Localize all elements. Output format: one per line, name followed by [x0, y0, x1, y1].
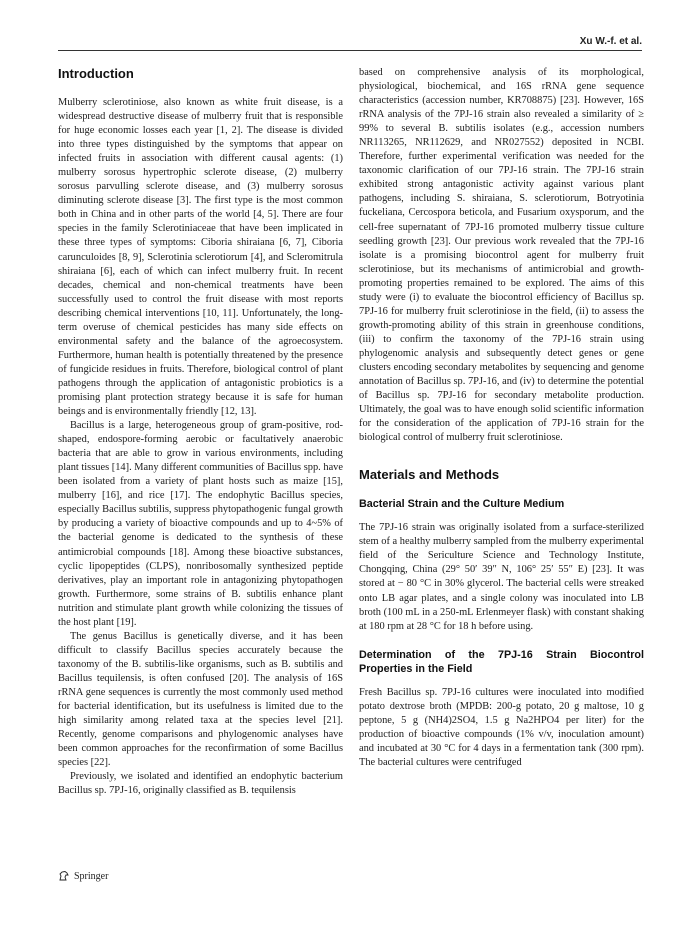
springer-horse-icon: [58, 870, 70, 882]
left-column: [58, 66, 343, 798]
strain-paragraph: The 7PJ-16 strain was originally isolated from a surface-sterilized stem of a healthy mulberry sampled from the mulberry experimental field of the Sericulture Science and Technology Institute, Chongqing, China (29° 50′ 39″ N, 106° 25′ 55″ E) [23]. It was stored at − 80 °C in 30% glycerol. The bacterial cells were streaked onto LB agar plates, and a single colony was inoculated into LB broth (100 mL in a 250-mL Erlenmeyer flask) with constant shaking at 180 rpm at 28 °C for 18 h before using.: [359, 522, 644, 632]
header-rule: [58, 50, 642, 51]
intro-paragraph-4-part-2: based on comprehensive analysis of its morphological, physiological, biochemical, and 16S rRNA gene sequence characteristics (accession number, KR708875) [23]. However, 16S rRNA analysis of the 7PJ-16 strain also revealed a similarity of ≥ 99% to several B. subtilis isolates (e.g., accession numbers NR113265, NR112629, and NR027552) deposited in NCBI. Therefore, further experimental verification was needed for the taxonomic clarification of our 7PJ-16 strain. The 7PJ-16 strain exhibited strong antagonistic activity against various plant pathogens, including S. shiraiana, S. sclerotiorum, Botryotinia fuckeliana, Cercospora beticola, and Fusarium oxysporum, and the cell-free supernatant of 7PJ-16 promoted mulberry tissue culture seedling growth [23]. Our previous work revealed that the 7PJ-16 isolate is a promising biocontrol agent for mulberry fruit sclerotiniose, but its mechanisms of antimicrobial and growth-promoting properties remained to be explored. The aims of this study were (i) to evaluate the biocontrol efficiency of Bacillus sp. 7PJ-16 for mulberry fruit sclerotiniose in the field, (ii) to assess the growth-promoting ability of this strain in greenhouse conditions, (iii) to confirm the taxonomy of the 7PJ-16 strain using phylogenomic analysis and subsequently detect genes or gene clusters encoding secondary metabolites by sequencing and genome annotation of Bacillus sp. 7PJ-16, and (iv) to determine the potential of Bacillus sp. 7PJ-16 for secondary metabolite production. Ultimately, the goal was to have enough solid scientific information for the consideration of the application of 7PJ-16 strain for the biological control of mulberry fruit sclerotiniose.: [359, 67, 644, 444]
strain-subheading: Bacterial Strain and the Culture Medium: [359, 498, 565, 511]
biocontrol-subheading: Determination of the 7PJ-16 Strain Biocontrol Properties in the Field: [359, 648, 644, 675]
intro-paragraph-2: Bacillus is a large, heterogeneous group of gram-positive, rod-shaped, endospore-forming aerobic or facultatively anaerobic bacteria that are able to grow in various environments, including plant tissues [14]. Many different communities of Bacillus spp. have been isolated from a variety of plant hosts such as maize [15], mulberry [16], and rice [17]. The endophytic Bacillus species, especially Bacillus subtilis, suppress phytopathogenic fungal growth by producing a variety of bioactive compounds and up to 4~5% of the bacterial genome is dedicated to the synthesis of these antimicrobial compounds [18]. Among these bioactive substances, cyclic lipopeptides (CLPS), nonribosomally synthesized peptide derivatives, play an important role in antagonizing phytopathogen growth. Furthermore, some strains of B. subtilis enhance plant nutrition and stimulate plant growth while colonizing the tissues of the host plant [19].: [58, 420, 343, 628]
intro-paragraph-3: The genus Bacillus is genetically diverse, and it has been difficult to classify Bacillus species accurately because the taxonomy of the B. subtilis-like organisms, such as B. subtilis and Bacillus tequilensis, is often confused [20]. The analysis of 16S rRNA gene sequences is currently the most commonly used method for bacterial identification, but its usefulness is limited due to the high similarity among related taxa at the species level [21]. Recently, genome comparisons and phylogenomic analyses have been common approaches for the reconfirmation of some Bacillus species [22].: [58, 630, 343, 769]
introduction-heading: Introduction: [58, 66, 134, 81]
footer: [58, 869, 108, 883]
biocontrol-paragraph: Fresh Bacillus sp. 7PJ-16 cultures were inoculated into modified potato dextrose broth (MPDB: 200-g potato, 20 g maltose, 10 g peptone, 5 g (NH4)2SO4, 1.5 g Na2HPO4 per liter) for the production of bioactive compounds (1% v/v, inoculation amount) and incubated at 30 °C for 4 days in a fermentation tank (300 rpm). The bacterial cultures were centrifuged: [359, 686, 644, 768]
publisher-name: Springer: [74, 870, 109, 882]
methods-heading: Materials and Methods: [359, 467, 500, 483]
intro-paragraph-1: Mulberry sclerotiniose, also known as white fruit disease, is a widespread destructive disease of mulberry fruit that is responsible for huge economic losses each year [1, 2]. The disease is divided into three types distinguished by the symptoms that appear on infected fruits in association with different causal agents: (1) mulberry sorosus hypertrophic sclerote disease, (2) mulberry sorosus parvulling sclerote disease, and (3) mulberry sorosus diminuting sclerote disease [3]. The first type is the most common both in China and in other parts of the world [4, 5]. There are four species in the family Sclerotiniaceae that have been implicated in these three types of symptoms: Ciboria shiraiana [6, 7], Ciboria carunculoides [8, 9], Sclerotinia sclerotiorum [4], and Scleromitrula shiraiana [6], each of which can infect mulberry fruit. In recent decades, chemical and non-chemical treatments have been successfully used to control the fruit disease with most reports describing chemical interventions [10, 11]. Unfortunately, the long-term overuse of chemical pesticides has many side effects on environmental safety and the balance of the agroecosystem. Furthermore, human health is potentially threatened by the presence of fungicide residues in fruits. Therefore, biological control of plant pathogens through the application of antagonistic probiotics is a promising plant protection strategy because it is safe for human beings and is environmentally friendly [12, 13].: [58, 97, 343, 418]
running-head: Xu W.-f. et al.: [579, 36, 642, 47]
intro-paragraph-4-part-1: Previously, we isolated and identified an endophytic bacterium Bacillus sp. 7PJ-16, originally classified as B. tequilensis: [58, 771, 343, 797]
right-column: [359, 66, 644, 770]
